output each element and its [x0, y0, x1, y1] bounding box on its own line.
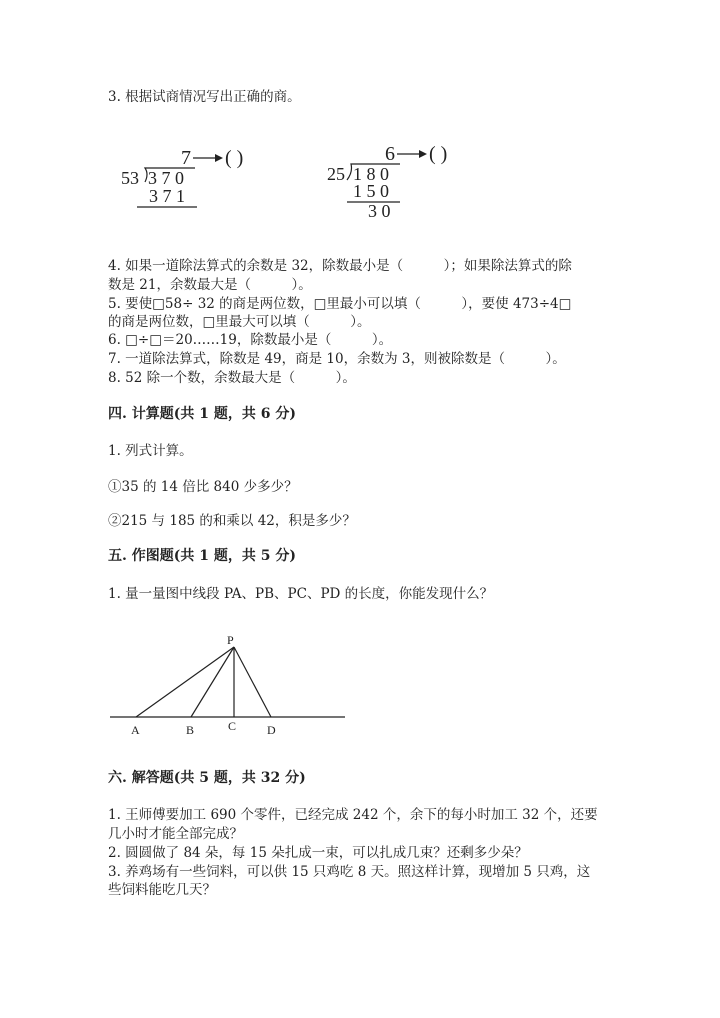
dividend: 1 8 0 [353, 164, 389, 184]
calc-item: ①35 的 14 倍比 840 少多少？ [108, 479, 298, 495]
answer-line: 些饲料能吃几天？ [108, 882, 216, 898]
answer-line: 2. 圆圆做了 84 朵，每 15 朵扎成一束，可以扎成几束？还剩多少朵？ [108, 845, 528, 861]
arrow-icon [419, 150, 427, 158]
divisor: 53 [121, 168, 139, 188]
question-3-title: 3. 根据试商情况写出正确的商。 [108, 89, 301, 105]
fill-line: 4. 如果一道除法算式的余数是 32，除数最小是（ ）；如果除法算式的除 [108, 258, 572, 274]
section-6-heading: 六. 解答题(共 5 题，共 32 分) [108, 770, 306, 786]
divisor: 25 [327, 164, 345, 184]
point-label-p: P [227, 633, 234, 647]
fill-line: 7. 一道除法算式，除数是 49，商是 10，余数为 3，则被除数是（ ）。 [108, 351, 566, 367]
geometry-figure [100, 620, 360, 740]
fill-line: 6. □÷□＝20……19，除数最小是（ ）。 [108, 332, 393, 348]
section-5-question: 1. 量一量图中线段 PA、PB、PC、PD 的长度，你能发现什么？ [108, 586, 494, 602]
fill-line: 的商是两位数，□里最大可以填（ ）。 [108, 314, 371, 330]
quotient: 6 [385, 143, 395, 165]
point-label-a: A [131, 723, 140, 737]
product: 3 7 1 [149, 186, 185, 206]
answer-line: 3. 养鸡场有一些饲料，可以供 15 只鸡吃 8 天。照这样计算，现增加 5 只鸡，这 [108, 864, 591, 880]
arrow-icon [215, 154, 223, 162]
quotient: 7 [181, 147, 191, 169]
calc-item: ②215 与 185 的和乘以 42，积是多少？ [108, 513, 356, 529]
section-4-heading: 四. 计算题(共 1 题，共 6 分) [108, 406, 296, 422]
point-label-c: C [228, 719, 237, 733]
answer-blank: ( ) [225, 147, 244, 169]
dividend: 3 7 0 [148, 168, 184, 188]
point-label-d: D [267, 723, 276, 737]
product: 1 5 0 [353, 181, 389, 201]
answer-line: 1. 王师傅要加工 690 个零件，已经完成 242 个，余下的每小时加工 32 个，还要 [108, 807, 598, 823]
fill-line: 数是 21，余数最大是（ ）。 [108, 277, 312, 293]
section-5-heading: 五. 作图题(共 1 题，共 5 分) [108, 548, 296, 564]
division-figure-2 [325, 140, 505, 225]
remainder: 3 0 [368, 201, 391, 221]
point-label-b: B [186, 723, 195, 737]
division-figure-1 [115, 140, 295, 220]
fill-line: 5. 要使□58÷ 32 的商是两位数，□里最小可以填（ ），要使 473÷4□ [108, 296, 572, 312]
answer-blank: ( ) [429, 143, 448, 165]
section-4-question: 1. 列式计算。 [108, 443, 193, 459]
answer-line: 几小时才能全部完成？ [108, 826, 243, 842]
fill-line: 8. 52 除一个数，余数最大是（ ）。 [108, 370, 356, 386]
